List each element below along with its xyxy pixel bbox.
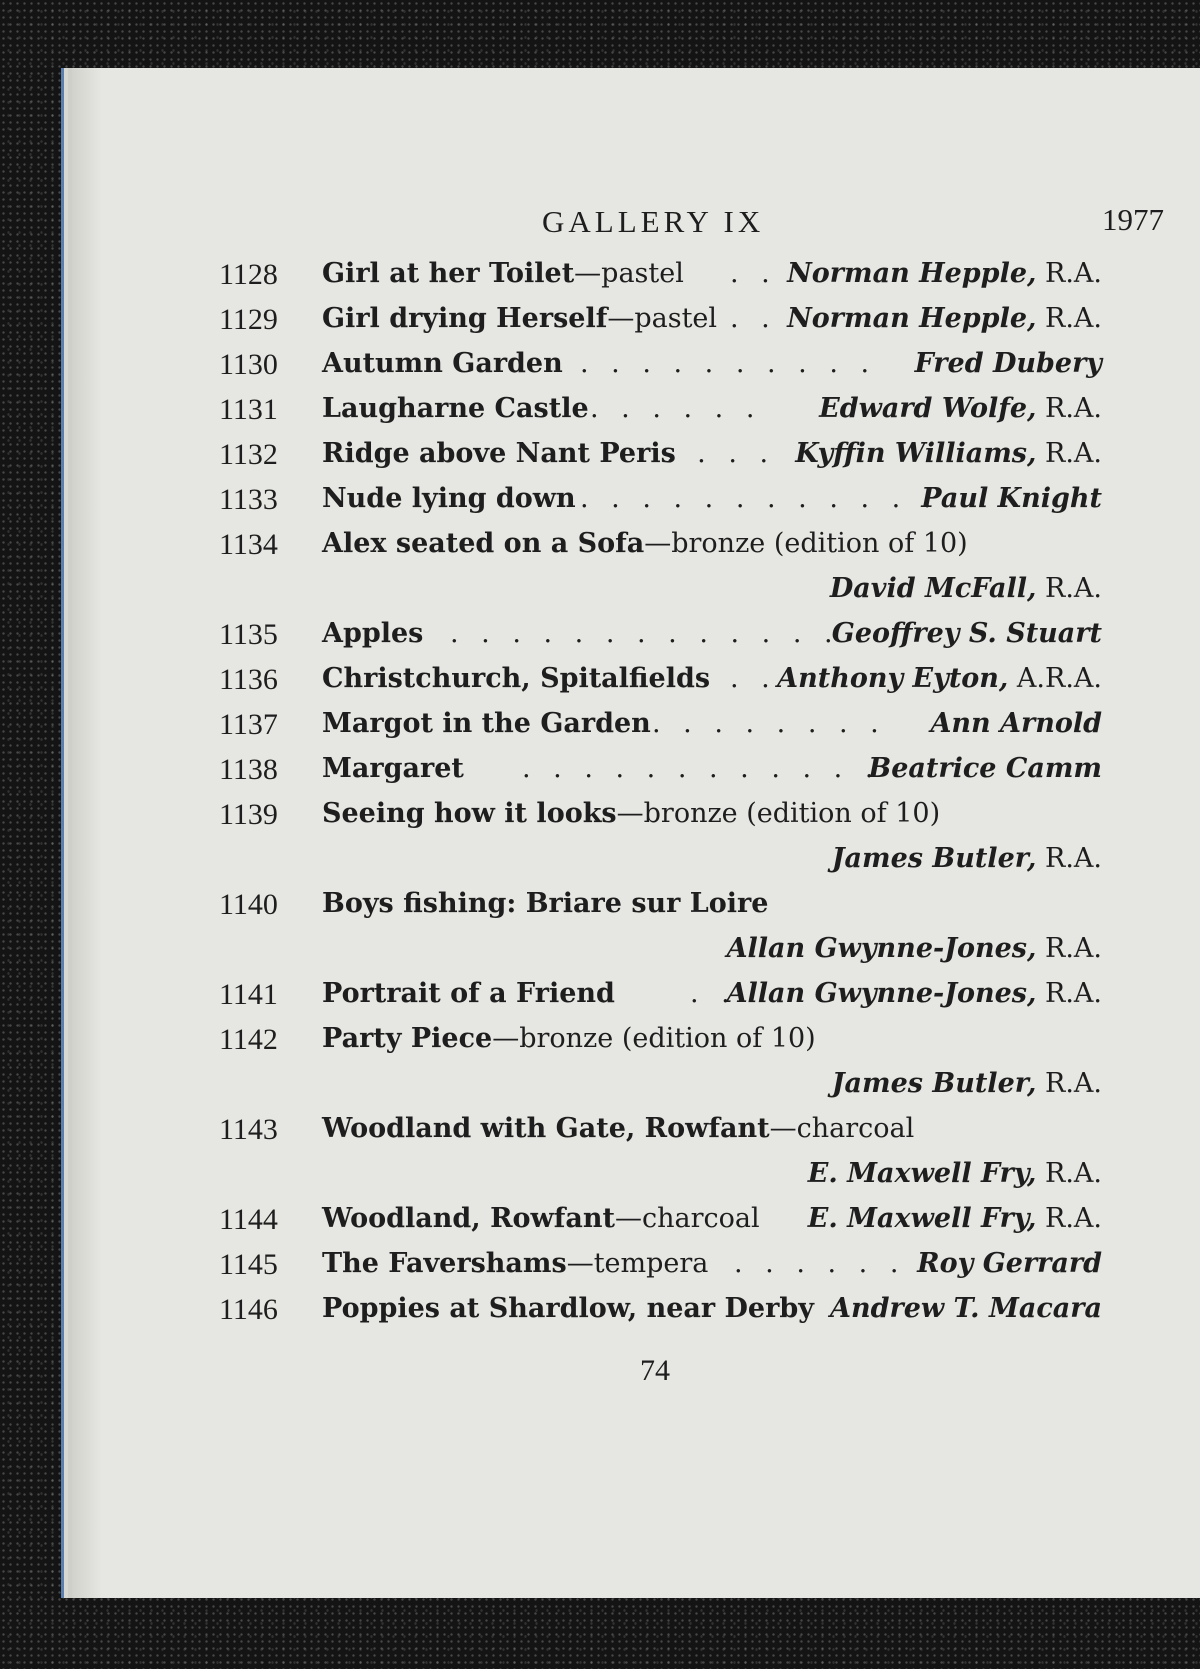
entry-artist: Geoffrey S. Stuart <box>831 618 1102 649</box>
entry-number: 1128 <box>219 258 278 291</box>
entry-title: Margot in the Garden <box>322 708 651 739</box>
entry-artist: Fred Dubery <box>914 348 1102 379</box>
entry-artist: James Butler, R.A. <box>831 1068 1102 1099</box>
entry-artist: Norman Hepple, R.A. <box>787 258 1102 289</box>
entry-title: Seeing how it looks—bronze (edition of 10) <box>322 798 941 829</box>
entry-number: 1131 <box>219 393 278 426</box>
gallery-heading: GALLERY IX <box>542 204 765 239</box>
entry-row <box>72 1248 1200 1288</box>
entry-artist: Norman Hepple, R.A. <box>787 303 1102 334</box>
entry-title: Girl at her Toilet—pastel <box>322 258 684 289</box>
entry-number: 1144 <box>219 1203 278 1236</box>
entry-number: 1137 <box>219 708 278 741</box>
dot-leader: . . . . . . . . . . . . <box>522 753 881 784</box>
entry-artist: Ann Arnold <box>930 708 1102 739</box>
entry-title: Ridge above Nant Peris <box>322 438 676 469</box>
entry-row <box>72 303 1200 343</box>
entry-artist: David McFall, R.A. <box>829 573 1102 604</box>
entry-number: 1132 <box>219 438 278 471</box>
entry-artist: Andrew T. Macara <box>830 1293 1102 1324</box>
entry-row <box>72 888 1200 928</box>
entry-title: Autumn Garden <box>322 348 563 379</box>
entry-title: Portrait of a Friend <box>322 978 615 1009</box>
entry-number: 1146 <box>219 1293 278 1326</box>
entry-title: Party Piece—bronze (edition of 10) <box>322 1023 816 1054</box>
entry-row <box>72 663 1200 703</box>
entry-title: The Favershams—tempera <box>322 1248 709 1279</box>
entry-row <box>72 1023 1200 1063</box>
entry-row-continuation <box>72 843 1200 883</box>
entry-title: Woodland, Rowfant—charcoal <box>322 1203 760 1234</box>
dot-leader: . . . . . . . . . . . . . . <box>450 618 871 649</box>
entry-row-continuation <box>72 933 1200 973</box>
entry-artist: Beatrice Camm <box>868 753 1102 784</box>
entry-artist: E. Maxwell Fry, R.A. <box>807 1158 1102 1189</box>
dot-leader: . . . . <box>666 438 776 469</box>
entry-row <box>72 798 1200 838</box>
entry-artist: E. Maxwell Fry, R.A. <box>807 1203 1102 1234</box>
entry-title: Laugharne Castle <box>322 393 589 424</box>
entry-artist: Allan Gwynne-Jones, R.A. <box>726 978 1102 1009</box>
entry-number: 1140 <box>219 888 278 921</box>
entry-number: 1143 <box>219 1113 278 1146</box>
entry-artist: Edward Wolfe, R.A. <box>819 393 1102 424</box>
entry-row <box>72 618 1200 658</box>
entry-artist: Allan Gwynne-Jones, R.A. <box>726 933 1102 964</box>
dot-leader: . . . . . . <box>590 393 762 424</box>
entry-row <box>72 1113 1200 1153</box>
entry-number: 1139 <box>219 798 278 831</box>
entry-row <box>72 1293 1200 1333</box>
entry-row-continuation <box>72 1068 1200 1108</box>
entry-row <box>72 978 1200 1018</box>
entry-number: 1135 <box>219 618 278 651</box>
entry-artist: Kyffin Williams, R.A. <box>795 438 1102 469</box>
entry-number: 1129 <box>219 303 278 336</box>
entry-number: 1141 <box>219 978 278 1011</box>
entry-title: Girl drying Herself—pastel <box>322 303 718 334</box>
entry-row <box>72 258 1200 298</box>
entry-title: Apples <box>322 618 424 649</box>
entry-row <box>72 483 1200 523</box>
entry-row <box>72 528 1200 568</box>
dot-leader: . . <box>730 303 777 334</box>
dot-leader: . . . . . . . . . . . . <box>580 483 939 514</box>
entry-row <box>72 348 1200 388</box>
entry-title: Margaret <box>322 753 464 784</box>
entry-number: 1138 <box>219 753 278 786</box>
entry-number: 1145 <box>219 1248 278 1281</box>
year-heading: 1977 <box>1102 202 1164 237</box>
entry-row <box>72 753 1200 793</box>
entry-artist: Paul Knight <box>921 483 1102 514</box>
entry-title: Poppies at Shardlow, near Derby <box>322 1293 814 1324</box>
entry-title: Woodland with Gate, Rowfant—charcoal <box>322 1113 915 1144</box>
catalogue-page <box>72 68 1200 1598</box>
entry-artist: Roy Gerrard <box>917 1248 1102 1279</box>
dot-leader: . . . . . . <box>734 1248 906 1279</box>
entry-artist: James Butler, R.A. <box>831 843 1102 874</box>
dot-leader: . . . . . . . . <box>652 708 886 739</box>
dot-leader: . . <box>730 663 777 694</box>
entry-title: Nude lying down <box>322 483 576 514</box>
entry-title: Boys fishing: Briare sur Loire <box>322 888 769 919</box>
entry-number: 1130 <box>219 348 278 381</box>
entry-row <box>72 1203 1200 1243</box>
entry-number: 1142 <box>219 1023 278 1056</box>
entry-row <box>72 438 1200 478</box>
entry-number: 1134 <box>219 528 278 561</box>
dot-leader: . . <box>690 978 737 1009</box>
dot-leader: . . <box>730 258 777 289</box>
entry-number: 1133 <box>219 483 278 516</box>
entry-number: 1136 <box>219 663 278 696</box>
entry-title: Alex seated on a Sofa—bronze (edition of 10) <box>322 528 968 559</box>
entry-artist: Anthony Eyton, A.R.A. <box>777 663 1102 694</box>
entry-row-continuation <box>72 1158 1200 1198</box>
entry-row-continuation <box>72 573 1200 613</box>
entry-row <box>72 708 1200 748</box>
dot-leader: . . . . . . . . . . <box>580 348 877 379</box>
entry-title: Christchurch, Spitalfields <box>322 663 711 694</box>
page-number: 74 <box>640 1354 670 1387</box>
entry-row <box>72 393 1200 433</box>
